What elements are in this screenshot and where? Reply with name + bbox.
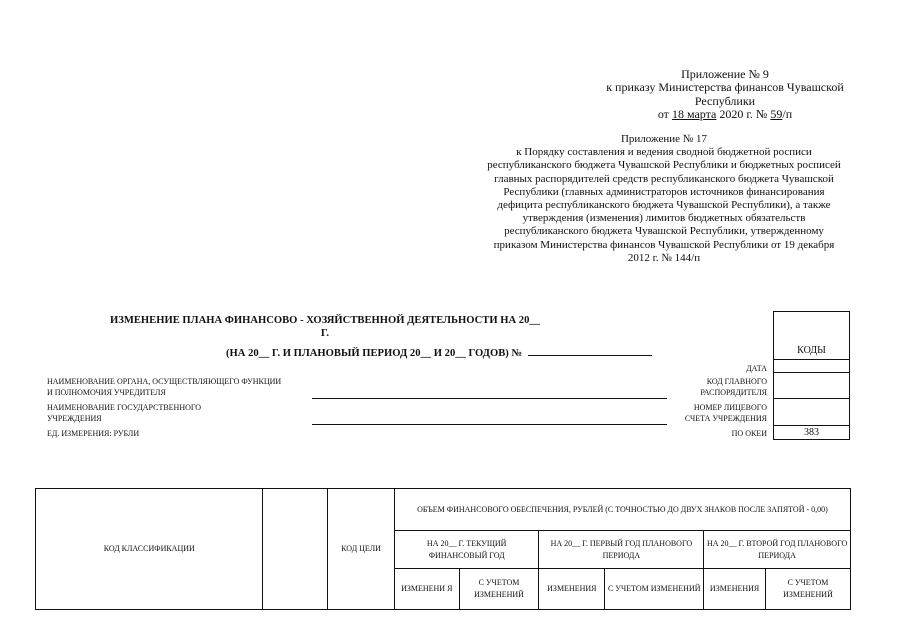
main-manager-label xyxy=(700,376,767,398)
account-code-cell[interactable] xyxy=(774,399,850,426)
first-with-changes-header: С УЧЕТОМ ИЗМЕНЕНИЙ xyxy=(605,569,704,610)
appendix-17-line: главных распорядителей средств республиканского бюджета Чувашской xyxy=(494,172,834,185)
second-changes-header: ИЗМЕНЕНИЯ xyxy=(704,569,766,610)
okei-code-cell: 383 xyxy=(774,426,850,440)
period-second-header: НА 20__ Г. ВТОРОЙ ГОД ПЛАНОВОГО ПЕРИОДА xyxy=(704,531,851,569)
okei-label: ПО ОКЕИ xyxy=(731,429,767,438)
main-manager-code-cell[interactable] xyxy=(774,373,850,399)
appendix-17-line: к Порядку составления и ведения сводной бюджетной росписи xyxy=(516,146,812,159)
institution-label-line2: УЧРЕЖДЕНИЯ xyxy=(47,414,102,423)
account-label-line2: СЧЕТА УЧРЕЖДЕНИЯ xyxy=(684,414,767,423)
institution-label xyxy=(47,402,201,424)
codes-header: КОДЫ xyxy=(774,312,850,360)
date-label: ДАТА xyxy=(746,364,767,373)
founder-label xyxy=(47,376,281,398)
form-subtitle-text: (НА 20__ Г. И ПЛАНОВЫЙ ПЕРИОД 20__ И 20__ ГОДОВ) № xyxy=(226,348,523,359)
institution-label-line1: НАИМЕНОВАНИЕ ГОСУДАРСТВЕННОГО xyxy=(47,403,202,412)
form-title xyxy=(90,314,560,340)
founder-label-line1: НАИМЕНОВАНИЕ ОРГАНА, ОСУЩЕСТВЛЯЮЩЕГО ФУНКЦИИ xyxy=(47,377,282,386)
order-number-suffix: /п xyxy=(782,107,793,122)
form-title-line2: Г. xyxy=(320,328,330,339)
appendix-9-order: к приказу Министерства финансов Чувашской xyxy=(606,80,844,95)
founder-field[interactable] xyxy=(312,398,667,399)
purpose-code-header: КОД ЦЕЛИ xyxy=(328,489,395,610)
codes-box xyxy=(773,311,850,439)
appendix-17-title: Приложение № 17 xyxy=(620,133,708,145)
financial-table xyxy=(35,488,851,609)
appendix-9-date xyxy=(560,108,890,121)
appendix-17-line: республиканского бюджета Чувашской Республики и бюджетных росписей xyxy=(487,159,841,172)
institution-field[interactable] xyxy=(312,424,667,425)
date-year: 2020 г. № xyxy=(716,107,771,122)
period-current-header: НА 20__ Г. ТЕКУЩИЙ ФИНАНСОВЫЙ ГОД xyxy=(394,531,539,569)
date-code-cell[interactable] xyxy=(774,360,850,373)
appendix-9-republic: Республики xyxy=(694,93,756,108)
appendix-17-line: приказом Министерства финансов Чувашской Республики от 19 декабря xyxy=(493,238,835,251)
date-day-month: 18 марта xyxy=(671,107,717,122)
volume-header: ОБЪЕМ ФИНАНСОВОГО ОБЕСПЕЧЕНИЯ, РУБЛЕЙ (С ТОЧНОСТЬЮ ДО ДВУХ ЗНАКОВ ПОСЛЕ ЗАПЯТОЙ - 0,00) xyxy=(394,489,850,531)
blank-column-header xyxy=(263,489,328,610)
appendix-17-line: Республики (главных администраторов источников финансирования xyxy=(503,185,825,198)
appendix-9-block xyxy=(560,68,890,122)
main-manager-label-line2: РАСПОРЯДИТЕЛЯ xyxy=(700,388,767,397)
form-subtitle xyxy=(226,344,686,359)
appendix-17-line: дефицита республиканского бюджета Чувашской Республики), а также xyxy=(497,199,831,212)
unit-label: ЕД. ИЗМЕРЕНИЯ: РУБЛИ xyxy=(47,429,140,438)
founder-label-line2: И ПОЛНОМОЧИЯ УЧРЕДИТЕЛЯ xyxy=(47,388,166,397)
account-label xyxy=(685,402,767,424)
appendix-17-line: утверждения (изменения) лимитов бюджетных обязательств xyxy=(522,212,806,225)
current-with-changes-header: С УЧЕТОМ ИЗМЕНЕНИЙ xyxy=(459,569,539,610)
form-title-line1: ИЗМЕНЕНИЕ ПЛАНА ФИНАНСОВО - ХОЗЯЙСТВЕННОЙ ДЕЯТЕЛЬНОСТИ НА 20__ xyxy=(110,315,540,326)
account-label-line1: НОМЕР ЛИЦЕВОГО xyxy=(693,403,767,412)
main-manager-label-line1: КОД ГЛАВНОГО xyxy=(706,377,767,386)
form-number-field[interactable] xyxy=(528,344,652,356)
first-changes-header: ИЗМЕНЕНИЯ xyxy=(539,569,605,610)
appendix-17-line: республиканского бюджета Чувашской Республики, утвержденному xyxy=(504,225,824,238)
period-first-header: НА 20__ Г. ПЕРВЫЙ ГОД ПЛАНОВОГО ПЕРИОДА xyxy=(539,531,704,569)
order-number: 59 xyxy=(770,107,783,122)
appendix-17-line: 2012 г. № 144/п xyxy=(627,251,701,264)
appendix-17-block xyxy=(462,133,866,265)
second-with-changes-header: С УЧЕТОМ ИЗМЕНЕНИЙ xyxy=(765,569,850,610)
classification-code-header: КОД КЛАССИФИКАЦИИ xyxy=(36,489,263,610)
current-changes-header: ИЗМЕНЕНИ Я xyxy=(394,569,459,610)
date-prefix: от xyxy=(657,107,672,122)
appendix-9-title: Приложение № 9 xyxy=(681,67,769,81)
